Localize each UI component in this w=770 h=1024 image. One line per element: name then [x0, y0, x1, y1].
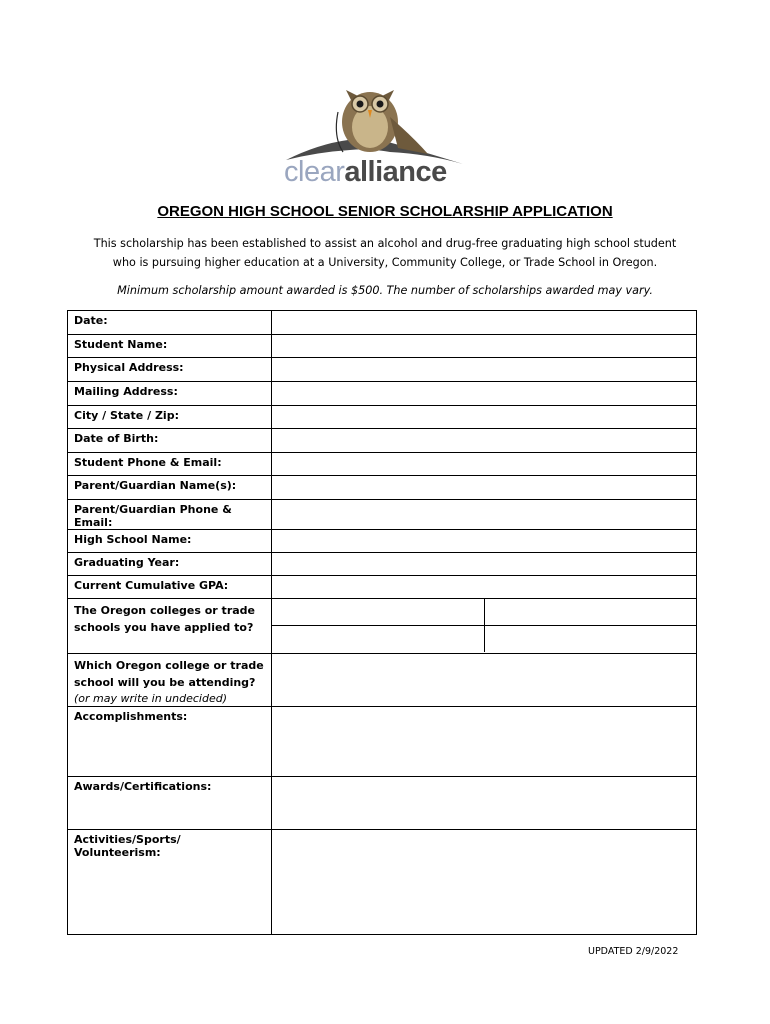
label-high-school-name: High School Name:	[68, 530, 272, 553]
intro-line-1: This scholarship has been established to assist an alcohol and drug-free graduating high school student	[93, 237, 677, 250]
page-title: OREGON HIGH SCHOOL SENIOR SCHOLARSHIP APPLICATION	[157, 203, 613, 220]
label-city-state-zip: City / State / Zip:	[68, 406, 272, 429]
label-student-name: Student Name:	[68, 335, 272, 358]
city-state-zip-field[interactable]	[272, 406, 697, 429]
date-of-birth-field[interactable]	[272, 429, 697, 453]
logo-wordmark	[284, 156, 447, 189]
intro-text	[60, 234, 710, 272]
activities-field[interactable]	[272, 830, 697, 935]
college-attending-field[interactable]	[272, 654, 697, 707]
updated-date: UPDATED 2/9/2022	[588, 946, 679, 957]
award-note: Minimum scholarship amount awarded is $500. The number of scholarships awarded may vary.	[117, 284, 653, 297]
label-attending-line-1: Which Oregon college or trade	[74, 659, 264, 672]
physical-address-field[interactable]	[272, 358, 697, 382]
label-colleges-line-2: schools you have applied to?	[74, 621, 254, 634]
accomplishments-field[interactable]	[272, 707, 697, 777]
student-phone-email-field[interactable]	[272, 453, 697, 476]
intro-line-2: who is pursuing higher education at a University, Community College, or Trade School in Oregon.	[112, 256, 658, 269]
label-attending-line-2: school will you be attending?	[74, 676, 256, 689]
guardian-names-field[interactable]	[272, 476, 697, 500]
student-name-field[interactable]	[272, 335, 697, 358]
label-mailing-address: Mailing Address:	[68, 382, 272, 406]
label-guardian-names: Parent/Guardian Name(s):	[68, 476, 272, 500]
logo-word-clear: clear	[284, 156, 345, 188]
label-student-phone-email: Student Phone & Email:	[68, 453, 272, 476]
college-cell-1[interactable]	[272, 599, 484, 626]
college-cell-3[interactable]	[272, 626, 484, 653]
colleges-applied-grid	[272, 599, 697, 654]
date-field[interactable]	[272, 311, 697, 335]
college-cell-4[interactable]	[484, 626, 696, 653]
graduating-year-field[interactable]	[272, 553, 697, 576]
label-attending-note: (or may write in undecided)	[74, 692, 228, 705]
label-gpa: Current Cumulative GPA:	[68, 576, 272, 599]
label-graduating-year: Graduating Year:	[68, 553, 272, 576]
label-colleges-applied	[68, 599, 272, 654]
label-colleges-line-1: The Oregon colleges or trade	[74, 604, 255, 617]
gpa-field[interactable]	[272, 576, 697, 599]
label-guardian-phone-email: Parent/Guardian Phone & Email:	[68, 500, 272, 530]
label-awards: Awards/Certifications:	[68, 777, 272, 830]
logo-word-alliance: alliance	[344, 156, 447, 188]
application-form	[67, 310, 697, 935]
label-physical-address: Physical Address:	[68, 358, 272, 382]
label-college-attending	[68, 654, 272, 707]
college-cell-2[interactable]	[484, 599, 696, 626]
mailing-address-field[interactable]	[272, 382, 697, 406]
label-accomplishments: Accomplishments:	[68, 707, 272, 777]
label-date: Date:	[68, 311, 272, 335]
awards-field[interactable]	[272, 777, 697, 830]
high-school-name-field[interactable]	[272, 530, 697, 553]
colleges-grid	[272, 599, 696, 652]
label-activities: Activities/Sports/ Volunteerism:	[68, 830, 272, 935]
guardian-phone-email-field[interactable]	[272, 500, 697, 530]
label-date-of-birth: Date of Birth:	[68, 429, 272, 453]
